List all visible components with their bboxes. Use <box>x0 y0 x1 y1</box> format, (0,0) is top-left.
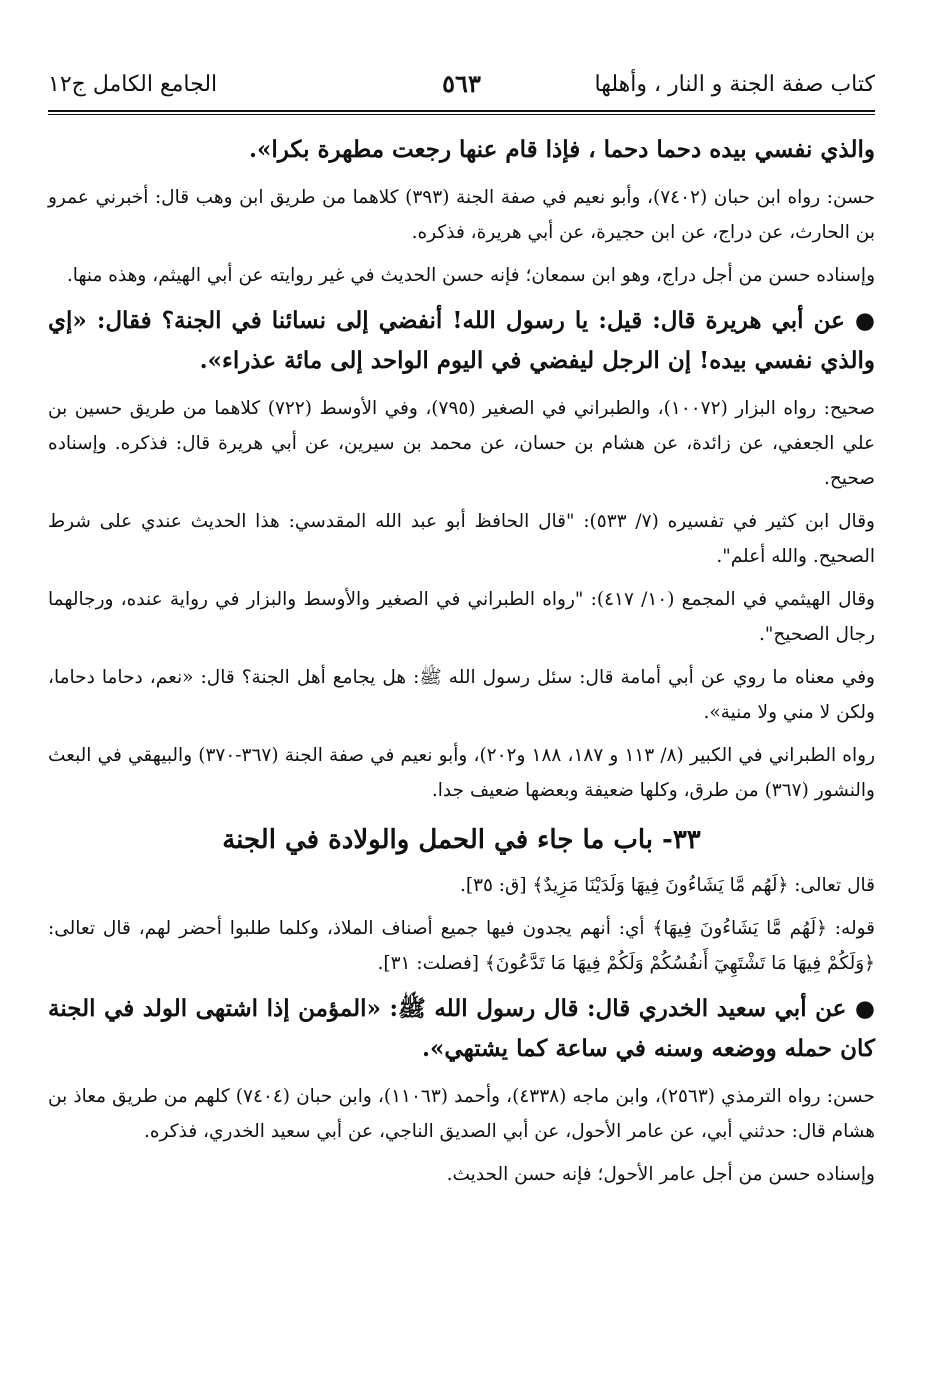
commentary-paragraph: رواه الطبراني في الكبير (٨/ ١١٣ و ١٨٧، ١٨٨ و٢٠٢)، وأبو نعيم في صفة الجنة (٣٦٧-٣٧٠) والبيهقي في البعث والنشور (٣٦٧) من طرق، وكلها ضعيفة وبعضها ضعيف جدا. <box>48 745 876 801</box>
quran-verse-paragraph: قال تعالى: ﴿لَهُم مَّا يَشَاءُونَ فِيهَا وَلَدَيْنَا مَزِيدٌ﴾ [ق: ٣٥]. <box>459 875 875 896</box>
commentary-paragraph: وإسناده حسن من أجل عامر الأحول؛ فإنه حسن الحديث. <box>446 1164 875 1185</box>
commentary-paragraph: وإسناده حسن من أجل دراج، وهو ابن سمعان؛ فإنه حسن الحديث في غير روايته عن أبي الهيثم، وهذه منها. <box>66 265 875 286</box>
book-page <box>48 60 875 1360</box>
page-header <box>48 60 875 110</box>
series-title: الجامع الكامل ج١٢ <box>48 72 218 97</box>
chapter-heading: ٣٣- باب ما جاء في الحمل والولادة في الجنة <box>222 825 701 855</box>
commentary-paragraph: حسن: رواه الترمذي (٢٥٦٣)، وابن ماجه (٤٣٣٨)، وأحمد (١١٠٦٣)، وابن حبان (٧٤٠٤) كلهم من طريق معاذ بن هشام قال: حدثني أبي، عن عامر الأحول، عن أبي الصديق الناجي، عن أبي سعيد الخدري، فذكره. <box>48 1086 875 1142</box>
page-number: ٥٦٣ <box>442 69 481 98</box>
hadith-text: ● عن أبي هريرة قال: قيل: يا رسول الله! أنفضي إلى نسائنا في الجنة؟ فقال: «إي والذي نفسي بيده! إن الرجل ليفضي في اليوم الواحد إلى مائة عذراء». <box>48 307 875 374</box>
page-body <box>48 130 875 1200</box>
header-divider <box>48 110 875 115</box>
commentary-paragraph: صحيح: رواه البزار (١٠٠٧٢)، والطبراني في الصغير (٧٩٥)، وفي الأوسط (٧٢٢) كلاهما من طريق حسين بن علي الجعفي، عن زائدة، عن هشام بن حسان، عن محمد بن سيرين، عن أبي هريرة قال: فذكره. وإسناده صحيح. <box>48 398 875 489</box>
commentary-paragraph: وقال ابن كثير في تفسيره (٧/ ٥٣٣): "قال الحافظ أبو عبد الله المقدسي: هذا الحديث عندي على شرط الصحيح. والله أعلم". <box>48 511 875 567</box>
commentary-paragraph: وفي معناه ما روي عن أبي أمامة قال: سئل رسول الله ﷺ: هل يجامع أهل الجنة؟ قال: «نعم، دحاما دحاما، ولكن لا مني ولا منية». <box>48 667 875 723</box>
commentary-paragraph: وقال الهيثمي في المجمع (١٠/ ٤١٧): "رواه الطبراني في الصغير والأوسط والبزار في رواية عنده، ورجالهما رجال الصحيح". <box>48 589 875 645</box>
commentary-paragraph: حسن: رواه ابن حبان (٧٤٠٢)، وأبو نعيم في صفة الجنة (٣٩٣) كلاهما من طريق ابن وهب قال: أخبرني عمرو بن الحارث، عن دراج، عن ابن حجيرة، عن أبي هريرة، فذكره. <box>48 187 876 243</box>
quran-verse-paragraph: قوله: ﴿لَهُم مَّا يَشَاءُونَ فِيهَا﴾ أي: أنهم يجدون فيها جميع أصناف الملاذ، وكلما طلبوا أحضر لهم، قال تعالى: ﴿وَلَكُمْ فِيهَا مَا تَشْتَهِيٓ أَنفُسُكُمْ وَلَكُمْ فِيهَا مَا تَدَّعُونَ﴾ [فصلت: ٣١]. <box>48 918 875 974</box>
hadith-text: والذي نفسي بيده دحما دحما ، فإذا قام عنها رجعت مطهرة بكرا». <box>248 136 875 163</box>
book-title: كتاب صفة الجنة و النار ، وأهلها <box>594 72 875 97</box>
hadith-text: ● عن أبي سعيد الخدري قال: قال رسول الله ﷺ: «المؤمن إذا اشتهى الولد في الجنة كان حمله ووضعه وسنه في ساعة كما يشتهي». <box>48 995 875 1062</box>
